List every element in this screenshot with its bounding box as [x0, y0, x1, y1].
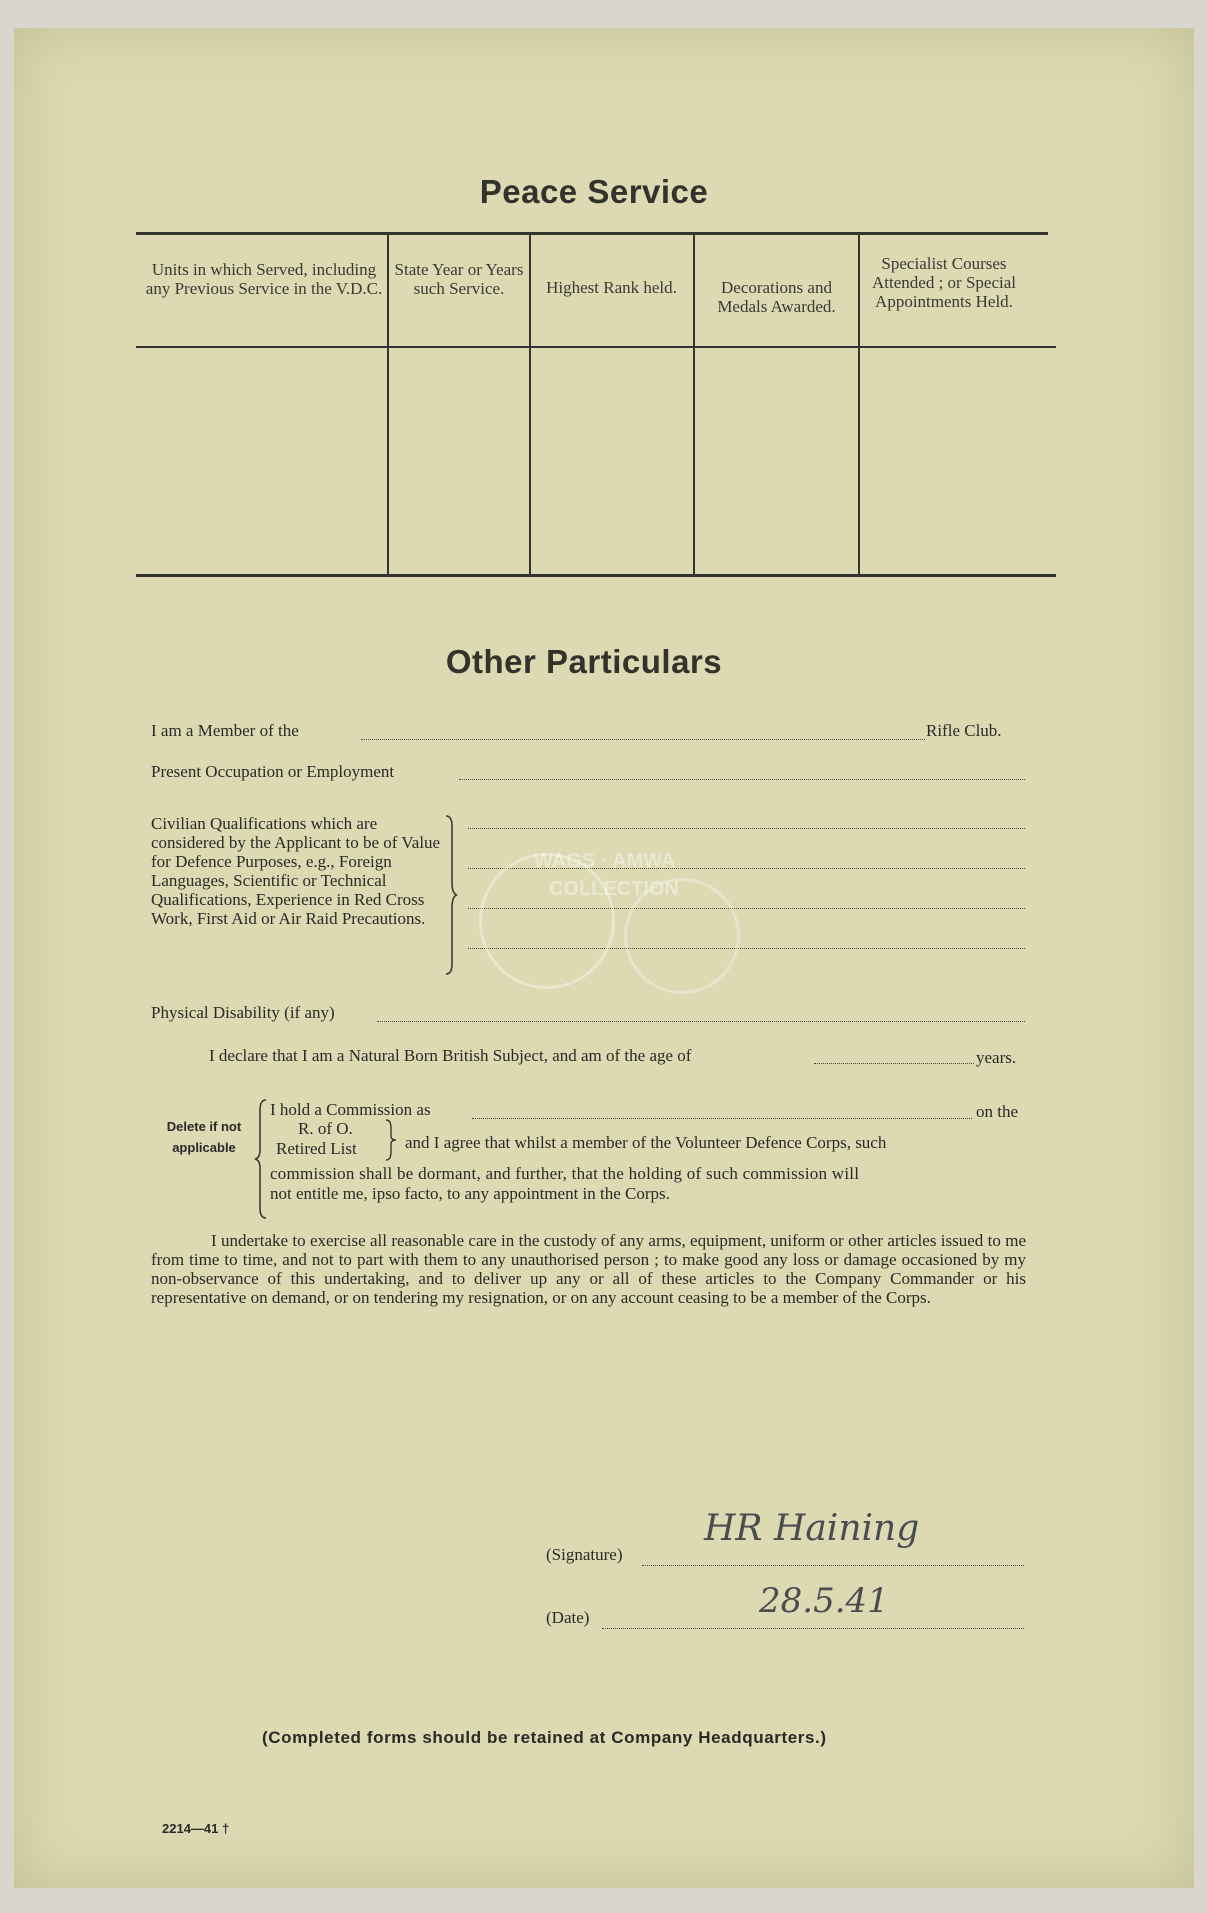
- column-header-specialist: Specialist Courses Attended ; or Special Appointments Held.: [872, 254, 1016, 311]
- form-page: [14, 28, 1194, 1888]
- civilian-brace: [444, 814, 460, 976]
- signature-line[interactable]: [642, 1565, 1024, 1566]
- commission-entitle: not entitle me, ipso facto, to any appointment in the Corps.: [270, 1184, 670, 1203]
- disability-label: Physical Disability (if any): [151, 1003, 335, 1022]
- commission-label: I hold a Commission as: [270, 1100, 431, 1119]
- column-header-years: State Year or Years such Service.: [394, 260, 524, 298]
- column-header-rank: Highest Rank held.: [546, 278, 677, 297]
- civilian-field-1[interactable]: [468, 828, 1025, 829]
- signature-label: (Signature): [546, 1545, 623, 1564]
- watermark-seal-icon: [479, 853, 615, 989]
- member-field[interactable]: [361, 739, 925, 740]
- footer-note: (Completed forms should be retained at Company Headquarters.): [262, 1728, 827, 1747]
- commission-dormant: commission shall be dormant, and further, that the holding of such commission will: [270, 1164, 860, 1183]
- table-col-divider: [858, 235, 860, 574]
- occupation-field[interactable]: [459, 779, 1025, 780]
- table-top-rule: [136, 232, 1048, 235]
- occupation-label: Present Occupation or Employment: [151, 762, 395, 781]
- ro-brace: [384, 1118, 398, 1162]
- civilian-qualifications-label: Civilian Qualifications which are considered by the Applicant to be of Value for Defence Purposes, e.g., Foreign Languages, Scientific or Technical Qualifications, Experience in Red Cross Work, First Aid or Air Raid Precautions.: [151, 814, 441, 928]
- column-header-decorations: Decorations and Medals Awarded.: [717, 278, 836, 316]
- undertaking-paragraph: I undertake to exercise all reasonable care in the custody of any arms, equipment, uniform or other articles issued to me from time to time, and not to part with them to any unauthorised person ; to make good any loss or damage occasioned by my non-observance of this undertaking, and to deliver up any or all of these articles to the Company Commander or his representative on demand, or on tendering my resignation, or on any account ceasing to be a member of the Corps.: [151, 1231, 1026, 1307]
- date-handwriting: 28.5.41: [759, 1581, 889, 1621]
- table-col-divider: [387, 235, 389, 574]
- commission-ro: R. of O.: [298, 1119, 353, 1138]
- commission-retired: Retired List: [276, 1139, 357, 1158]
- table-bottom-rule: [136, 574, 1056, 577]
- declare-label: I declare that I am a Natural Born British Subject, and am of the age of: [209, 1046, 692, 1065]
- commission-on-the: on the: [976, 1102, 1019, 1121]
- delete-note: Delete if not applicable: [166, 1119, 242, 1155]
- date-line[interactable]: [602, 1628, 1024, 1629]
- commission-field[interactable]: [472, 1118, 972, 1119]
- declare-suffix: years.: [976, 1048, 1017, 1067]
- other-particulars-title: Other Particulars: [445, 643, 723, 680]
- date-label: (Date): [546, 1608, 590, 1627]
- signature-handwriting: HR Haining: [704, 1508, 920, 1549]
- column-header-units: Units in which Served, including any Previous Service in the V.D.C.: [145, 260, 383, 298]
- watermark-text: COLLECTION: [549, 878, 679, 900]
- table-col-divider: [693, 235, 695, 574]
- peace-service-title: Peace Service: [479, 173, 709, 210]
- form-number: 2214—41 †: [162, 1821, 230, 1836]
- table-col-divider: [529, 235, 531, 574]
- member-label: I am a Member of the: [151, 721, 299, 740]
- table-header-rule: [136, 346, 1056, 348]
- member-suffix: Rifle Club.: [926, 721, 1002, 740]
- age-field[interactable]: [814, 1063, 974, 1064]
- commission-brace: [254, 1098, 268, 1220]
- watermark-text: WAGS · AMWA: [534, 850, 676, 872]
- disability-field[interactable]: [377, 1021, 1025, 1022]
- commission-agree: and I agree that whilst a member of the Volunteer Defence Corps, such: [405, 1133, 887, 1152]
